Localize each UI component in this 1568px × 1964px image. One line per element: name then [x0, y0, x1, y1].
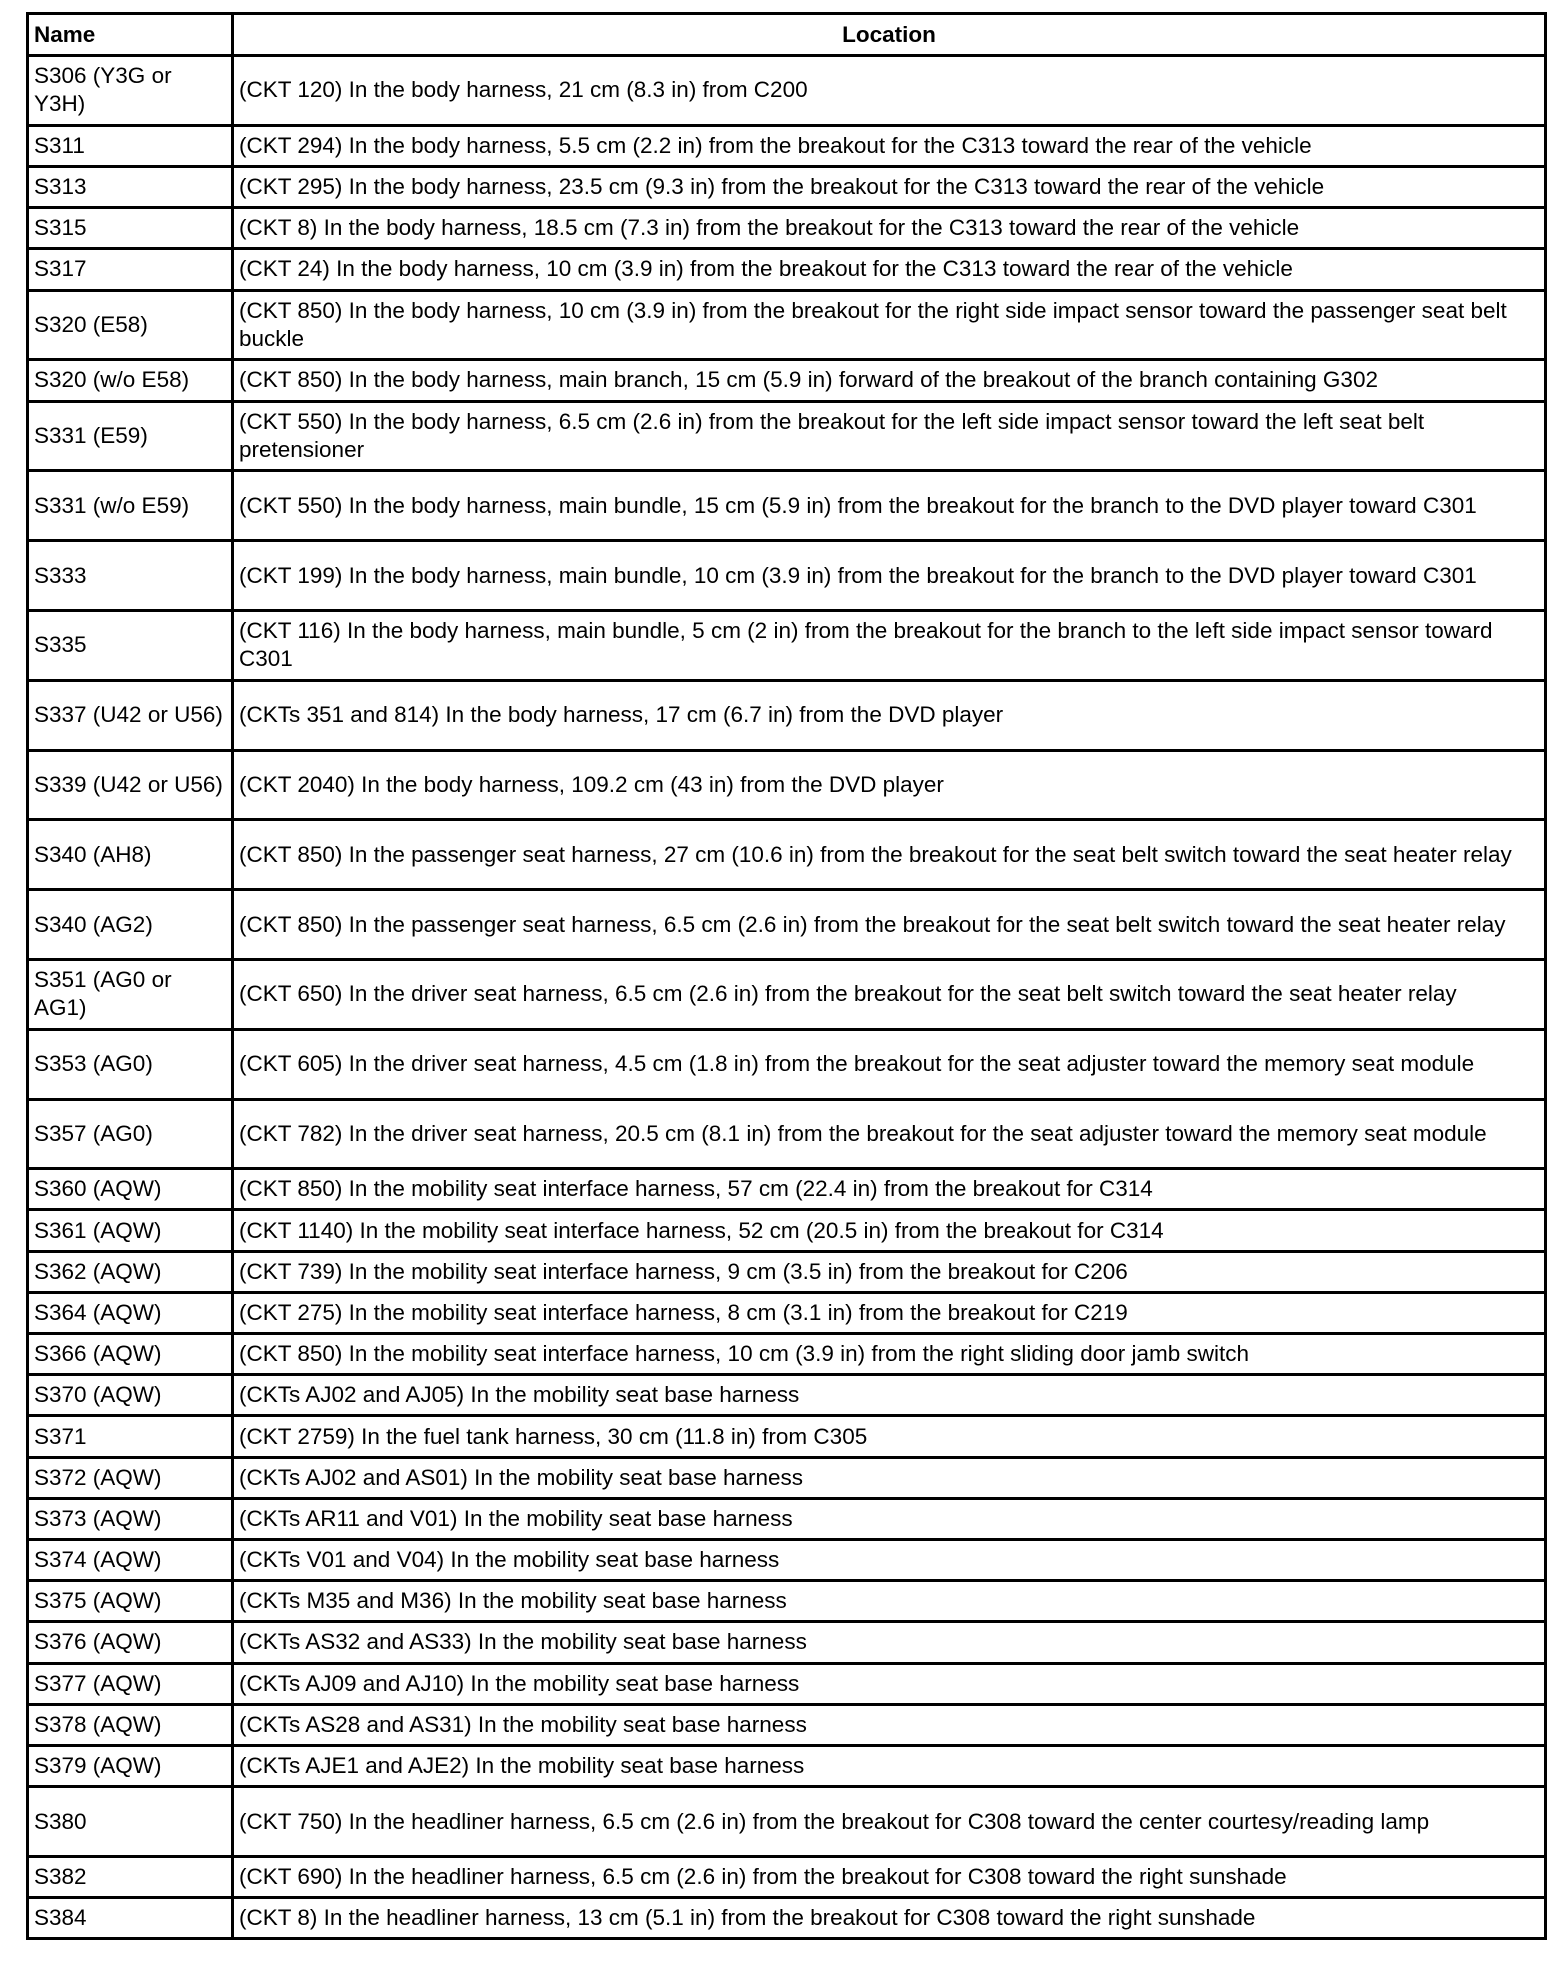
table-row	[28, 541, 1546, 611]
splice-location-cell: (CKTs AS32 and AS33) In the mobility seat base harness	[233, 1622, 1546, 1663]
splice-name-cell: S376 (AQW)	[28, 1622, 233, 1663]
table-row	[28, 1210, 1546, 1251]
table-header	[28, 14, 1546, 56]
splice-location-cell: (CKTs AJE1 and AJE2) In the mobility seat base harness	[233, 1745, 1546, 1786]
splice-location-cell: (CKTs AJ02 and AJ05) In the mobility seat base harness	[233, 1375, 1546, 1416]
document-page	[26, 12, 1547, 1940]
table-row	[28, 1745, 1546, 1786]
splice-name-cell: S335	[28, 610, 233, 680]
table-row	[28, 1416, 1546, 1457]
table-row	[28, 360, 1546, 401]
splice-name-cell: S357 (AG0)	[28, 1099, 233, 1169]
splice-name-cell: S351 (AG0 or AG1)	[28, 959, 233, 1029]
splice-location-cell: (CKTs AJ09 and AJ10) In the mobility seat base harness	[233, 1663, 1546, 1704]
table-row	[28, 1251, 1546, 1292]
splice-name-cell: S320 (E58)	[28, 290, 233, 360]
splice-location-cell: (CKTs AR11 and V01) In the mobility seat base harness	[233, 1498, 1546, 1539]
table-row	[28, 1539, 1546, 1580]
splice-name-cell: S353 (AG0)	[28, 1029, 233, 1099]
splice-name-cell: S331 (E59)	[28, 401, 233, 471]
splice-name-cell: S364 (AQW)	[28, 1292, 233, 1333]
table-row	[28, 208, 1546, 249]
splice-name-cell: S375 (AQW)	[28, 1581, 233, 1622]
splice-location-cell: (CKTs M35 and M36) In the mobility seat base harness	[233, 1581, 1546, 1622]
splice-name-cell: S320 (w/o E58)	[28, 360, 233, 401]
splice-name-cell: S371	[28, 1416, 233, 1457]
splice-location-cell: (CKT 850) In the body harness, main branch, 15 cm (5.9 in) forward of the breakout of the branch containing G302	[233, 360, 1546, 401]
splice-location-cell: (CKT 2759) In the fuel tank harness, 30 cm (11.8 in) from C305	[233, 1416, 1546, 1457]
splice-name-cell: S370 (AQW)	[28, 1375, 233, 1416]
table-row	[28, 680, 1546, 750]
table-row	[28, 166, 1546, 207]
splice-location-cell: (CKT 690) In the headliner harness, 6.5 cm (2.6 in) from the breakout for C308 toward the right sunshade	[233, 1856, 1546, 1897]
splice-name-cell: S380	[28, 1787, 233, 1857]
table-row	[28, 1498, 1546, 1539]
splice-name-cell: S360 (AQW)	[28, 1169, 233, 1210]
table-row	[28, 820, 1546, 890]
table-row	[28, 401, 1546, 471]
table-row	[28, 1663, 1546, 1704]
table-row	[28, 890, 1546, 960]
splice-name-cell: S384	[28, 1898, 233, 1939]
splice-name-cell: S340 (AH8)	[28, 820, 233, 890]
splice-name-cell: S362 (AQW)	[28, 1251, 233, 1292]
table-body	[28, 56, 1546, 1939]
table-row	[28, 249, 1546, 290]
splice-name-cell: S317	[28, 249, 233, 290]
table-row	[28, 1898, 1546, 1939]
splice-location-cell: (CKT 739) In the mobility seat interface harness, 9 cm (3.5 in) from the breakout for C206	[233, 1251, 1546, 1292]
table-row	[28, 290, 1546, 360]
splice-location-cell: (CKT 850) In the body harness, 10 cm (3.9 in) from the breakout for the right side impact sensor toward the passenger seat belt buckle	[233, 290, 1546, 360]
splice-name-cell: S311	[28, 125, 233, 166]
splice-location-cell: (CKT 120) In the body harness, 21 cm (8.3 in) from C200	[233, 56, 1546, 126]
splice-name-cell: S313	[28, 166, 233, 207]
splice-location-cell: (CKT 24) In the body harness, 10 cm (3.9 in) from the breakout for the C313 toward the rear of the vehicle	[233, 249, 1546, 290]
splice-name-cell: S306 (Y3G or Y3H)	[28, 56, 233, 126]
splice-name-cell: S377 (AQW)	[28, 1663, 233, 1704]
table-row	[28, 1292, 1546, 1333]
splice-location-cell: (CKT 199) In the body harness, main bundle, 10 cm (3.9 in) from the breakout for the branch to the DVD player toward C301	[233, 541, 1546, 611]
table-row	[28, 1169, 1546, 1210]
table-row	[28, 125, 1546, 166]
table-row	[28, 56, 1546, 126]
splice-location-cell: (CKT 782) In the driver seat harness, 20.5 cm (8.1 in) from the breakout for the seat adjuster toward the memory seat module	[233, 1099, 1546, 1169]
splice-location-cell: (CKT 850) In the passenger seat harness, 27 cm (10.6 in) from the breakout for the seat belt switch toward the seat heater relay	[233, 820, 1546, 890]
splice-location-cell: (CKT 8) In the body harness, 18.5 cm (7.3 in) from the breakout for the C313 toward the rear of the vehicle	[233, 208, 1546, 249]
table-row	[28, 1787, 1546, 1857]
splice-name-cell: S331 (w/o E59)	[28, 471, 233, 541]
splice-name-cell: S366 (AQW)	[28, 1334, 233, 1375]
table-row	[28, 1856, 1546, 1897]
splice-location-cell: (CKT 295) In the body harness, 23.5 cm (9.3 in) from the breakout for the C313 toward the rear of the vehicle	[233, 166, 1546, 207]
table-row	[28, 1334, 1546, 1375]
splice-location-cell: (CKTs V01 and V04) In the mobility seat base harness	[233, 1539, 1546, 1580]
splice-location-cell: (CKT 116) In the body harness, main bundle, 5 cm (2 in) from the breakout for the branch to the left side impact sensor toward C301	[233, 610, 1546, 680]
table-row	[28, 471, 1546, 541]
table-row	[28, 1581, 1546, 1622]
table-row	[28, 1099, 1546, 1169]
splice-name-cell: S337 (U42 or U56)	[28, 680, 233, 750]
splice-name-cell: S373 (AQW)	[28, 1498, 233, 1539]
splice-name-cell: S379 (AQW)	[28, 1745, 233, 1786]
splice-location-cell: (CKT 850) In the passenger seat harness, 6.5 cm (2.6 in) from the breakout for the seat belt switch toward the seat heater relay	[233, 890, 1546, 960]
splice-location-cell: (CKT 1140) In the mobility seat interface harness, 52 cm (20.5 in) from the breakout for C314	[233, 1210, 1546, 1251]
splice-location-cell: (CKT 294) In the body harness, 5.5 cm (2.2 in) from the breakout for the C313 toward the rear of the vehicle	[233, 125, 1546, 166]
splice-location-cell: (CKT 850) In the mobility seat interface harness, 10 cm (3.9 in) from the right sliding door jamb switch	[233, 1334, 1546, 1375]
splice-location-cell: (CKTs AS28 and AS31) In the mobility seat base harness	[233, 1704, 1546, 1745]
splice-name-cell: S333	[28, 541, 233, 611]
splice-name-cell: S315	[28, 208, 233, 249]
splice-name-cell: S361 (AQW)	[28, 1210, 233, 1251]
splice-name-cell: S339 (U42 or U56)	[28, 750, 233, 820]
splice-location-cell: (CKT 850) In the mobility seat interface harness, 57 cm (22.4 in) from the breakout for C314	[233, 1169, 1546, 1210]
table-row	[28, 1457, 1546, 1498]
splice-location-cell: (CKT 8) In the headliner harness, 13 cm (5.1 in) from the breakout for C308 toward the right sunshade	[233, 1898, 1546, 1939]
splice-location-cell: (CKT 750) In the headliner harness, 6.5 cm (2.6 in) from the breakout for C308 toward the center courtesy/reading lamp	[233, 1787, 1546, 1857]
splice-name-cell: S374 (AQW)	[28, 1539, 233, 1580]
table-row	[28, 610, 1546, 680]
column-header-location: Location	[233, 14, 1546, 56]
column-header-name: Name	[28, 14, 233, 56]
table-row	[28, 1375, 1546, 1416]
splice-location-cell: (CKT 550) In the body harness, 6.5 cm (2.6 in) from the breakout for the left side impact sensor toward the left seat belt pretensioner	[233, 401, 1546, 471]
table-row	[28, 959, 1546, 1029]
splice-name-cell: S340 (AG2)	[28, 890, 233, 960]
splice-name-cell: S378 (AQW)	[28, 1704, 233, 1745]
splice-location-cell: (CKT 550) In the body harness, main bundle, 15 cm (5.9 in) from the breakout for the branch to the DVD player toward C301	[233, 471, 1546, 541]
splice-name-cell: S372 (AQW)	[28, 1457, 233, 1498]
splice-location-cell: (CKT 605) In the driver seat harness, 4.5 cm (1.8 in) from the breakout for the seat adjuster toward the memory seat module	[233, 1029, 1546, 1099]
table-row	[28, 1029, 1546, 1099]
splice-location-cell: (CKT 650) In the driver seat harness, 6.5 cm (2.6 in) from the breakout for the seat belt switch toward the seat heater relay	[233, 959, 1546, 1029]
splice-name-cell: S382	[28, 1856, 233, 1897]
splice-location-table	[26, 12, 1547, 1940]
splice-location-cell: (CKT 275) In the mobility seat interface harness, 8 cm (3.1 in) from the breakout for C219	[233, 1292, 1546, 1333]
table-row	[28, 1622, 1546, 1663]
splice-location-cell: (CKTs AJ02 and AS01) In the mobility seat base harness	[233, 1457, 1546, 1498]
header-row	[28, 14, 1546, 56]
table-row	[28, 750, 1546, 820]
splice-location-cell: (CKTs 351 and 814) In the body harness, 17 cm (6.7 in) from the DVD player	[233, 680, 1546, 750]
splice-location-cell: (CKT 2040) In the body harness, 109.2 cm (43 in) from the DVD player	[233, 750, 1546, 820]
table-row	[28, 1704, 1546, 1745]
